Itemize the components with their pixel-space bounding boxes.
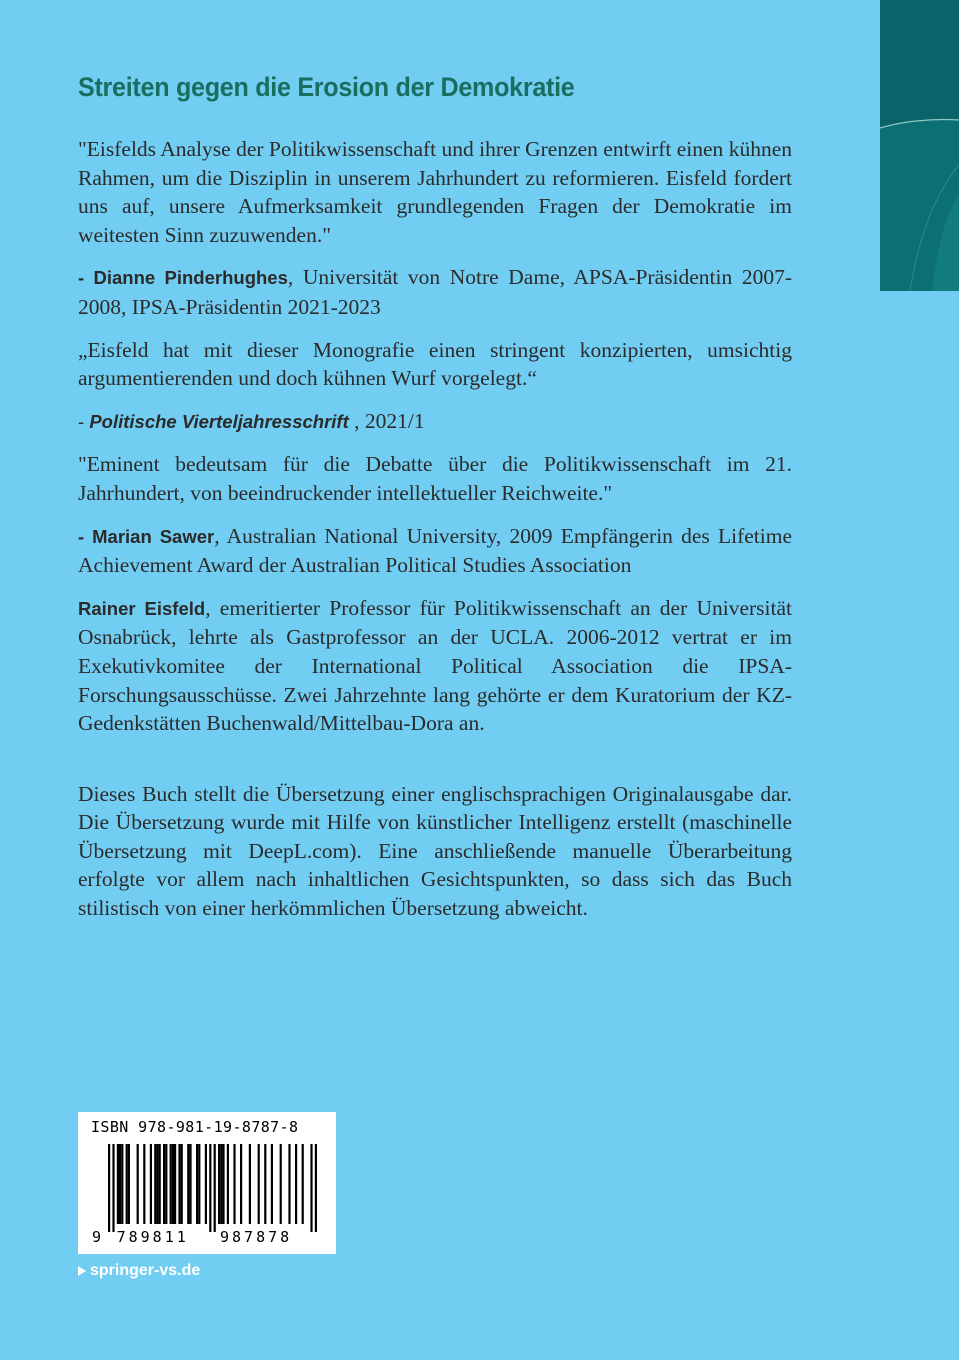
author-bio-text: , emeritierter Professor für Politikwissenschaft an der Universität Osnabrück, lehrte als Gastprofessor an der UCLA. 2006-2012 vertrat er im Exekutivkomitee der International Political Association die IPSA-Forschungsausschüsse. Zwei Jahrzehnte lang gehörte er dem Kuratorium der KZ-Gedenkstätten Buchenwald/Mittelbau-Dora an. <box>78 595 792 736</box>
quote-1-text: "Eisfelds Analyse der Politikwissenschaft und ihrer Grenzen entwirft einen kühnen Rahmen, um die Disziplin in unserem Jahrhundert zu reformieren. Eisfeld fordert uns auf, unsere Aufmerksamkeit grundlegenden Fragen der Demokratie im weitesten Sinn zuzuwenden." <box>78 137 792 247</box>
arrow-right-icon <box>78 1266 86 1276</box>
publisher-url: springer-vs.de <box>90 1262 201 1279</box>
quote-2-attribution <box>78 407 792 437</box>
isbn-label: ISBN 978-981-19-8787-8 <box>91 1118 299 1136</box>
quote-3-author: Marian Sawer <box>92 525 215 547</box>
barcode-bar <box>117 1144 119 1224</box>
barcode-bar <box>196 1144 198 1224</box>
barcode-digits: 9 <box>92 1228 105 1246</box>
corner-decoration <box>880 0 959 291</box>
barcode-bar <box>159 1144 161 1224</box>
barcode-bar <box>112 1144 114 1232</box>
barcode-bar <box>249 1144 251 1224</box>
barcode-bar <box>198 1144 200 1224</box>
quote-3-attribution <box>78 522 792 580</box>
barcode-bar <box>315 1144 317 1232</box>
barcode-bar <box>143 1144 145 1224</box>
author-bio <box>78 594 792 738</box>
barcode-digits: 789811 <box>116 1228 189 1246</box>
barcode-bar <box>119 1144 121 1224</box>
quote-1-affiliation: , Universität von Notre Dame, APSA-Präsidentin 2007-2008, IPSA-Präsidentin 2021-2023 <box>78 265 792 319</box>
barcode <box>78 1112 336 1254</box>
barcode-bar <box>174 1144 176 1224</box>
barcode-bar <box>126 1144 128 1224</box>
barcode-bar <box>121 1144 123 1224</box>
barcode-bar <box>172 1144 174 1224</box>
translation-note: Dieses Buch stellt die Übersetzung einer englischsprachigen Originalausgabe dar. Die Übersetzung wurde mit Hilfe von künstlicher Intelligenz erstellt (maschinelle Übersetzung mit DeepL.com). Eine anschließende manuelle Überarbeitung erfolgte vor allem nach inhaltlichen Gesichtspunkten, so dass sich das Buch stilistisch von einer herkömmlichen Übersetzung abweicht. <box>78 781 792 921</box>
barcode-bar <box>258 1144 260 1224</box>
barcode-digits: 987878 <box>220 1228 293 1246</box>
barcode-bar <box>156 1144 158 1224</box>
barcode-bar <box>214 1144 216 1232</box>
quote-3-text: "Eminent bedeutsam für die Debatte über die Politikwissenschaft im 21. Jahrhundert, von beeindruckender intellektueller Reichweite." <box>78 452 792 505</box>
barcode-bar <box>163 1144 165 1224</box>
back-cover-text <box>78 72 792 923</box>
quote-1-attribution <box>78 263 792 321</box>
barcode-bar <box>189 1144 191 1224</box>
barcode-bar <box>181 1144 183 1224</box>
barcode-bar <box>108 1144 110 1232</box>
barcode-bar <box>178 1144 180 1224</box>
quote-3-affiliation: , Australian National University, 2009 Empfängerin des Lifetime Achievement Award der Australian Political Studies Association <box>78 523 792 578</box>
barcode-bar <box>209 1144 211 1232</box>
barcode-bar <box>280 1144 282 1224</box>
barcode-bar <box>165 1144 167 1224</box>
barcode-bar <box>137 1144 139 1224</box>
quote-2-affiliation: , 2021/1 <box>348 408 425 433</box>
barcode-bar <box>187 1144 189 1224</box>
quote-2-prefix: - <box>78 410 90 432</box>
barcode-bar <box>205 1144 207 1224</box>
author-name: Rainer Eisfeld <box>78 597 206 619</box>
barcode-bar <box>240 1144 242 1224</box>
barcode-bar <box>128 1144 130 1224</box>
barcode-bar <box>264 1144 266 1224</box>
quote-2-text: „Eisfeld hat mit dieser Monografie einen stringent konzipierten, umsichtig argumentierenden und doch kühnen Wurf vorgelegt.“ <box>78 337 792 391</box>
quote-1-prefix: - <box>78 267 94 289</box>
barcode-bar <box>295 1144 297 1224</box>
barcode-bar <box>227 1144 229 1224</box>
isbn-barcode-box <box>78 1112 336 1254</box>
barcode-bar <box>218 1144 220 1224</box>
page-title: Streiten gegen die Erosion der Demokratie <box>78 72 575 102</box>
barcode-bar <box>302 1144 304 1224</box>
barcode-bar <box>220 1144 222 1224</box>
barcode-bar <box>288 1144 290 1224</box>
barcode-bar <box>310 1144 312 1232</box>
publisher-link[interactable] <box>78 1262 200 1280</box>
quote-3-prefix: - <box>78 525 93 547</box>
quote-1-author: Dianne Pinderhughes <box>93 267 288 289</box>
barcode-bar <box>271 1144 273 1224</box>
barcode-bar <box>170 1144 172 1224</box>
barcode-bar <box>233 1144 235 1224</box>
barcode-bar <box>154 1144 156 1224</box>
barcode-bar <box>222 1144 224 1224</box>
quote-2-author: Politische Vierteljahresschrift <box>89 410 349 432</box>
barcode-bar <box>150 1144 152 1224</box>
